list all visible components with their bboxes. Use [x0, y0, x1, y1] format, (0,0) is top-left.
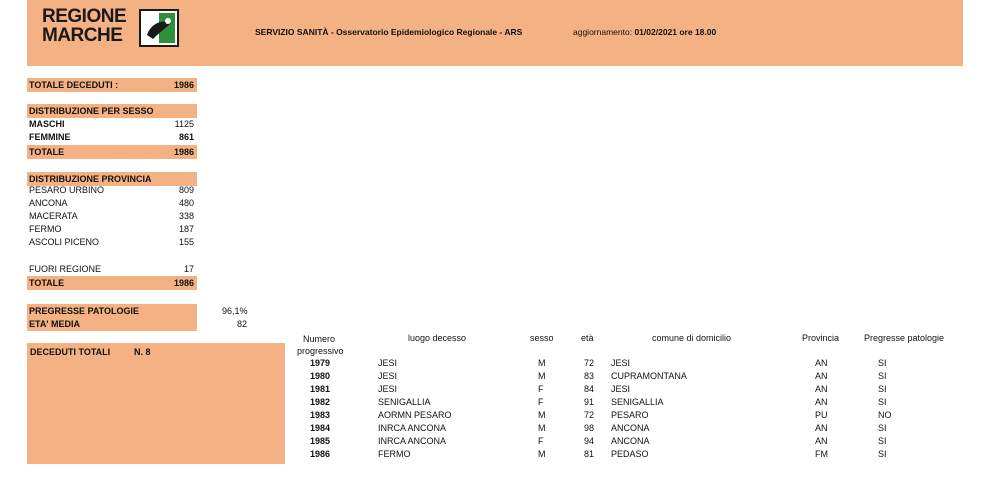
- table-cell-sesso: M: [538, 371, 546, 381]
- deceduti-totali-box: DECEDUTI TOTALI N. 8: [27, 343, 285, 464]
- table-cell-n: 1982: [310, 397, 331, 407]
- table-cell-comune: ANCONA: [611, 436, 650, 446]
- header-banner: [27, 0, 963, 66]
- table-cell-sesso: F: [538, 397, 544, 407]
- table-cell-luogo: INRCA ANCONA: [378, 436, 447, 446]
- fuori-regione-row: FUORI REGIONE 17: [29, 264, 194, 274]
- pregresse-patologie-value: 96,1%: [222, 306, 248, 316]
- table-cell-n: 1986: [310, 449, 331, 459]
- table-cell-pat: SI: [878, 397, 887, 407]
- table-cell-n: 1980: [310, 371, 331, 381]
- table-cell-comune: ANCONA: [611, 423, 650, 433]
- provincia-row: PESARO URBINO 809: [29, 185, 194, 195]
- header-luogo-decesso: luogo decesso: [408, 333, 467, 343]
- eta-media-box: ETA' MEDIA: [27, 317, 197, 331]
- table-cell-luogo: JESI: [378, 358, 398, 368]
- sesso-totale: TOTALE 1986: [27, 145, 197, 159]
- table-cell-prov: AN: [815, 384, 828, 394]
- header-eta: età: [581, 333, 594, 343]
- table-cell-comune: JESI: [611, 358, 631, 368]
- table-cell-eta: 98: [584, 423, 595, 433]
- logo-text: REGIONE MARCHE: [42, 6, 127, 46]
- table-cell-comune: CUPRAMONTANA: [611, 371, 687, 381]
- provincia-totale: TOTALE 1986: [27, 276, 197, 290]
- table-cell-luogo: FERMO: [378, 449, 411, 459]
- table-cell-pat: SI: [878, 436, 887, 446]
- totale-deceduti-box: TOTALE DECEDUTI : 1986: [27, 78, 197, 92]
- header-provincia: Provincia: [802, 333, 840, 343]
- table-cell-comune: SENIGALLIA: [611, 397, 664, 407]
- table-cell-pat: NO: [878, 410, 892, 420]
- provincia-title: DISTRIBUZIONE PROVINCIA: [27, 172, 197, 186]
- update-info: aggiornamento: 01/02/2021 ore 18.00: [573, 27, 717, 37]
- header-sesso: sesso: [530, 333, 554, 343]
- table-cell-prov: PU: [815, 410, 828, 420]
- header-comune: comune di domicilio: [652, 333, 732, 343]
- table-cell-prov: AN: [815, 436, 828, 446]
- provincia-row: MACERATA 338: [29, 211, 194, 221]
- table-cell-eta: 72: [584, 410, 595, 420]
- table-cell-eta: 83: [584, 371, 595, 381]
- table-cell-sesso: F: [538, 436, 544, 446]
- table-cell-eta: 91: [584, 397, 595, 407]
- pregresse-patologie-box: PREGRESSE PATOLOGIE: [27, 304, 197, 318]
- table-cell-pat: SI: [878, 423, 887, 433]
- eta-media-value: 82: [237, 319, 248, 329]
- marche-emblem-icon: [139, 9, 179, 47]
- header-pregresse-patologie: Pregresse patologie: [864, 333, 945, 343]
- table-cell-prov: AN: [815, 397, 828, 407]
- regione-marche-logo: [42, 7, 177, 49]
- table-cell-luogo: SENIGALLIA: [378, 397, 431, 407]
- header-numero-progressivo: Numero progressivo: [297, 334, 344, 356]
- table-cell-n: 1981: [310, 384, 331, 394]
- table-cell-sesso: M: [538, 449, 546, 459]
- table-cell-eta: 94: [584, 436, 595, 446]
- table-cell-n: 1983: [310, 410, 331, 420]
- table-cell-prov: AN: [815, 371, 828, 381]
- provincia-row: FERMO 187: [29, 224, 194, 234]
- table-cell-comune: JESI: [611, 384, 631, 394]
- table-cell-eta: 81: [584, 449, 595, 459]
- table-cell-pat: SI: [878, 384, 887, 394]
- service-title: SERVIZIO SANITÀ - Osservatorio Epidemiologico Regionale - ARS: [255, 27, 523, 37]
- table-cell-eta: 72: [584, 358, 595, 368]
- table-cell-sesso: M: [538, 358, 546, 368]
- table-cell-prov: AN: [815, 358, 828, 368]
- table-cell-eta: 84: [584, 384, 595, 394]
- table-cell-comune: PEDASO: [611, 449, 649, 459]
- table-cell-prov: FM: [815, 449, 828, 459]
- sesso-row-femmine: FEMMINE 861: [29, 132, 194, 142]
- table-cell-sesso: M: [538, 423, 546, 433]
- provincia-row: ANCONA 480: [29, 198, 194, 208]
- table-cell-prov: AN: [815, 423, 828, 433]
- table-cell-sesso: M: [538, 410, 546, 420]
- table-cell-comune: PESARO: [611, 410, 649, 420]
- table-cell-n: 1979: [310, 358, 331, 368]
- table-cell-luogo: JESI: [378, 371, 398, 381]
- table-cell-sesso: F: [538, 384, 544, 394]
- table-cell-luogo: JESI: [378, 384, 398, 394]
- sesso-title: DISTRIBUZIONE PER SESSO: [27, 104, 197, 118]
- provincia-row: ASCOLI PICENO 155: [29, 237, 194, 247]
- table-cell-luogo: AORMN PESARO: [378, 410, 452, 420]
- table-cell-luogo: INRCA ANCONA: [378, 423, 447, 433]
- table-cell-n: 1985: [310, 436, 331, 446]
- table-cell-n: 1984: [310, 423, 331, 433]
- sesso-row-maschi: MASCHI 1125: [29, 119, 194, 129]
- table-cell-pat: SI: [878, 449, 887, 459]
- table-cell-pat: SI: [878, 358, 887, 368]
- table-cell-pat: SI: [878, 371, 887, 381]
